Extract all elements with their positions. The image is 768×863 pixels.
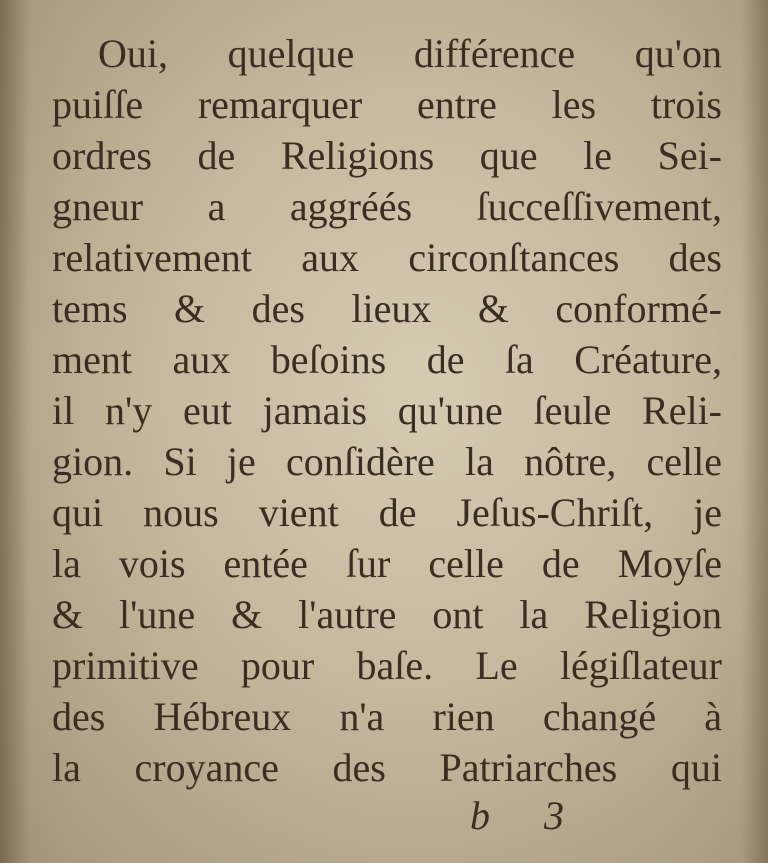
text-line: gneur a aggréés ſucceſſivement, xyxy=(52,184,722,229)
page-edge-shadow xyxy=(742,0,768,863)
text-line: relativement aux circonſtances des xyxy=(52,235,722,280)
text-line: Oui, quelque différence qu'on xyxy=(98,31,722,76)
text-line: ment aux beſoins de ſa Créature, xyxy=(52,337,722,382)
text-line: il n'y eut jamais qu'une ſeule Reli- xyxy=(52,388,722,433)
signature-mark: b 3 xyxy=(470,793,586,838)
page-gutter-shadow xyxy=(0,0,30,863)
text-line: des Hébreux n'a rien changé à xyxy=(52,694,722,739)
text-line: primitive pour baſe. Le légiſlateur xyxy=(52,643,722,688)
body-text xyxy=(52,28,722,793)
text-line: puiſſe remarquer entre les trois xyxy=(52,82,722,127)
text-line: qui nous vient de Jeſus-Chriſt, je xyxy=(52,490,722,535)
text-line: ordres de Religions que le Sei- xyxy=(52,133,722,178)
text-line: tems & des lieux & conformé- xyxy=(52,286,722,331)
text-line: la vois entée ſur celle de Moyſe xyxy=(52,541,722,586)
text-line: la croyance des Patriarches qui xyxy=(52,745,722,790)
text-line: & l'une & l'autre ont la Religion xyxy=(52,592,722,637)
text-line: gion. Si je conſidère la nôtre, celle xyxy=(52,439,722,484)
